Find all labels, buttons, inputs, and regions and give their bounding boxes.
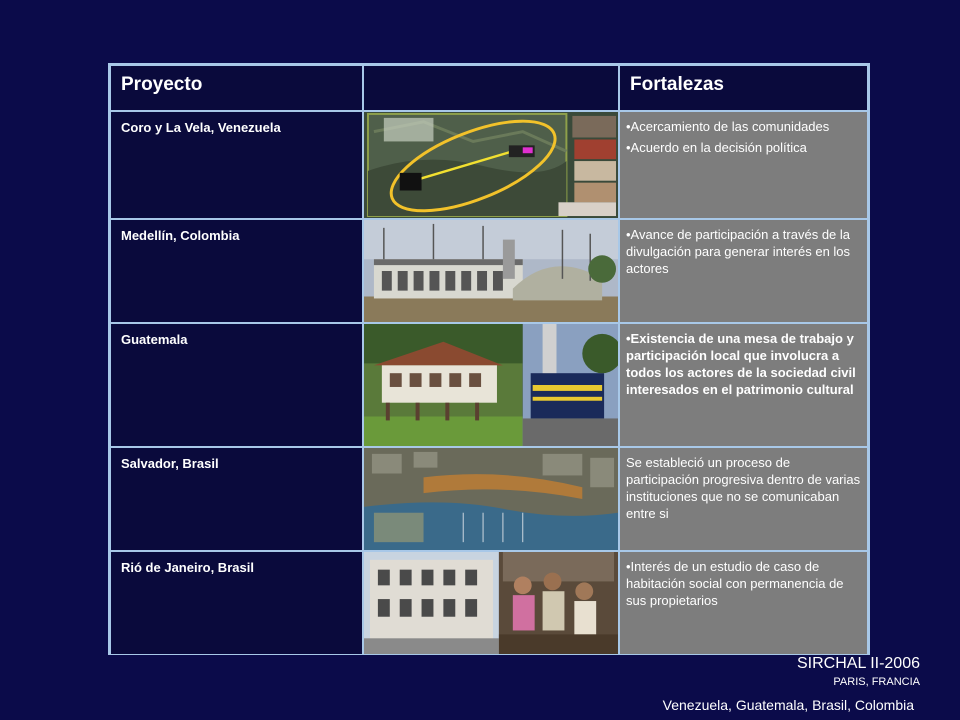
map-image	[363, 111, 619, 219]
table-row	[110, 111, 868, 219]
strength-item: •Existencia de una mesa de trabajo y participación local que involucra a todos los actores de la sociedad civil interesados en el patrimonio cultural	[626, 331, 856, 397]
strength-item: •Acuerdo en la decisión política	[626, 140, 807, 155]
strength-item: •Avance de participación a través de la divulgación para generar interés en los actores	[626, 227, 851, 276]
building-photo	[363, 219, 619, 323]
footer-countries: Venezuela, Guatemala, Brasil, Colombia	[662, 697, 914, 713]
strengths-cell	[619, 551, 868, 655]
header-image	[363, 65, 619, 111]
strength-item: Se estableció un proceso de participación progresiva dentro de varias instituciones que no se comunicaban entre si	[626, 455, 861, 521]
strengths-cell	[619, 323, 868, 447]
footer-subtitle: PARIS, FRANCIA	[833, 676, 920, 688]
street-and-residents-photos	[363, 551, 619, 655]
project-name: Rió de Janeiro, Brasil	[110, 551, 363, 655]
strengths-cell	[619, 219, 868, 323]
table-row	[110, 323, 868, 447]
header-project: Proyecto	[110, 65, 363, 111]
table-header-row	[110, 65, 868, 111]
project-name: Medellín, Colombia	[110, 219, 363, 323]
footer-title: SIRCHAL II-2006	[796, 655, 920, 672]
house-and-train-photos	[363, 323, 619, 447]
strengths-cell	[619, 447, 868, 551]
table-row	[110, 551, 868, 655]
strength-item: •Interés de un estudio de caso de habitación social con permanencia de sus propietarios	[626, 559, 844, 608]
projects-table	[108, 63, 870, 655]
header-strengths: Fortalezas	[619, 65, 868, 111]
strengths-cell	[619, 111, 868, 219]
table-row	[110, 219, 868, 323]
project-name: Guatemala	[110, 323, 363, 447]
table-row	[110, 447, 868, 551]
aerial-photo	[363, 447, 619, 551]
strength-item: •Acercamiento de las comunidades	[626, 119, 830, 134]
project-name: Coro y La Vela, Venezuela	[110, 111, 363, 219]
project-name: Salvador, Brasil	[110, 447, 363, 551]
